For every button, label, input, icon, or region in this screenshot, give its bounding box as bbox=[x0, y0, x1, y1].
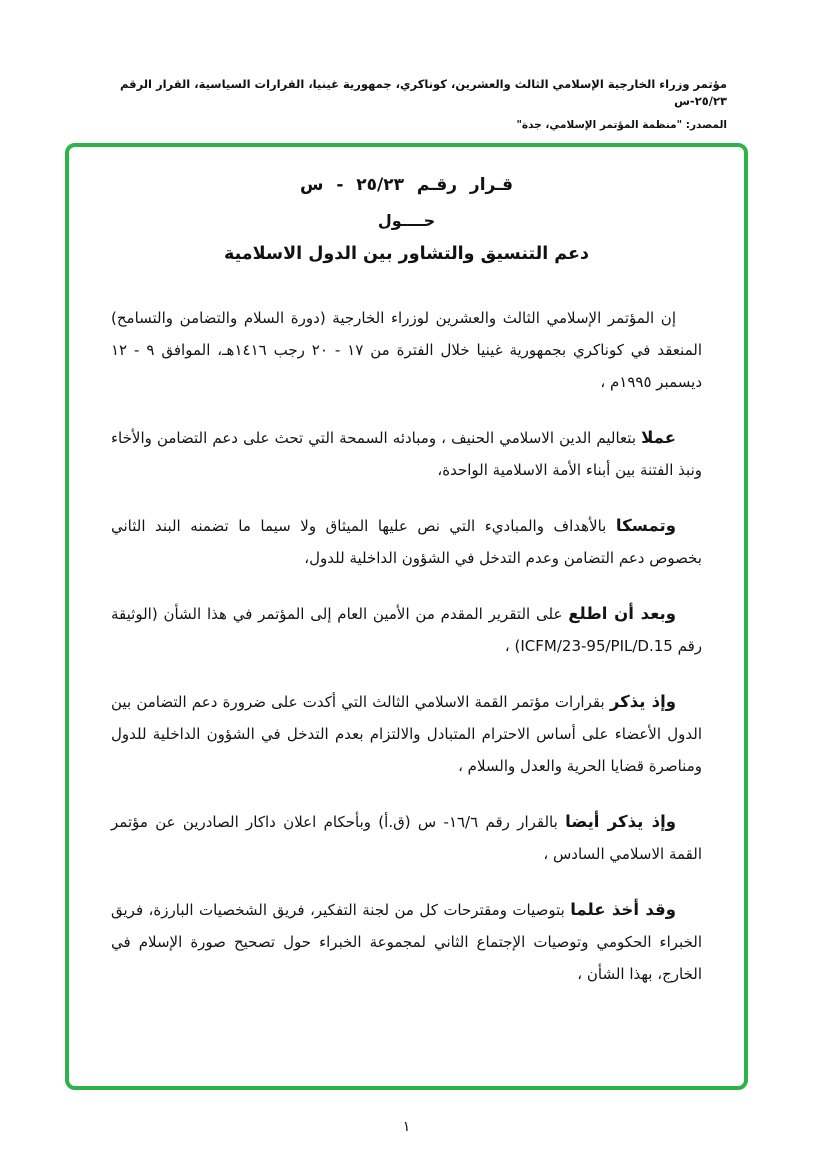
paragraph-text: بتوصيات ومقترحات كل من لجنة التفكير، فريق الشخصيات البارزة، فريق الخبراء الحكومي وتوصيات الإجتماع الثاني لمجموعة الخبراء حول تصحيح صورة الإسلام في الخارج، بهذا الشأن ، bbox=[111, 901, 702, 983]
paragraph-text: على التقرير المقدم من الأمين العام إلى المؤتمر في هذا الشأن (الوثيقة رقم ICFM/23-95/PIL/D.15) ، bbox=[111, 605, 702, 655]
resolution-paragraph-recalling-also bbox=[111, 806, 702, 870]
paragraph-text: بالأهداف والمباديء التي نص عليها الميثاق ولا سيما ما تضمنه البند الثاني بخصوص دعم التضامن وعدم التدخل في الشؤون الداخلية للدول، bbox=[111, 517, 702, 567]
paragraph-text: بقرارات مؤتمر القمة الاسلامي الثالث التي أكدت على ضرورة دعم التضامن بين الدول الأعضاء على أساس الاحترام المتبادل والالتزام بعدم التدخل في الشؤون الداخلية للدول ومناصرة قضايا الحرية والعدل والسلام ، bbox=[111, 693, 702, 775]
paragraph-lead: وتمسكا bbox=[615, 516, 676, 535]
paragraph-text: إن المؤتمر الإسلامي الثالث والعشرين لوزراء الخارجية (دورة السلام والتضامن والتسامح) المنعقد في كوناكري بجمهورية غينيا خلال الفترة من ١٧ - ٢٠ رجب ١٤١٦هـ، الموافق ٩ - ١٢ ديسمبر ١٩٩٥م ، bbox=[111, 309, 702, 391]
resolution-number-title: قـرار رقـم ٢٥/٢٣ - س bbox=[299, 175, 514, 195]
resolution-paragraph-adhering bbox=[111, 510, 702, 574]
paragraph-lead: وقد أخذ علما bbox=[570, 900, 676, 919]
resolution-subject-title: دعم التنسيق والتشاور بين الدول الاسلامية bbox=[224, 244, 589, 264]
paragraph-lead: وإذ يذكر أيضا bbox=[565, 812, 676, 831]
paragraph-text: بتعاليم الدين الاسلامي الحنيف ، ومبادئه السمحة التي تحث على دعم التضامن والأخاء ونبذ الفتنة بين أبناء الأمة الاسلامية الواحدة، bbox=[111, 429, 702, 479]
citation-header bbox=[86, 76, 727, 133]
resolution-paragraph-acting bbox=[111, 422, 702, 486]
page-number: ١ bbox=[402, 1119, 411, 1135]
resolution-body bbox=[111, 302, 702, 990]
resolution-paragraph-noting bbox=[111, 894, 702, 990]
source-line: المصدر: "منظمة المؤتمر الإسلامي، جدة" bbox=[516, 118, 727, 131]
resolution-paragraph-preamble bbox=[111, 302, 702, 398]
concerning-label: حــــول bbox=[377, 211, 436, 230]
paragraph-lead: عملا bbox=[641, 428, 676, 447]
resolution-box bbox=[65, 143, 748, 1090]
paragraph-lead: وإذ يذكر bbox=[609, 692, 676, 711]
paragraph-lead: وبعد أن اطلع bbox=[568, 604, 676, 623]
resolution-paragraph-report bbox=[111, 598, 702, 662]
resolution-paragraph-recalling bbox=[111, 686, 702, 782]
paragraph-text: بالقرار رقم ١٦/٦- س (ق.أ) وبأحكام اعلان داكار الصادرين عن مؤتمر القمة الاسلامي السادس ، bbox=[111, 813, 702, 863]
citation-line: مؤتمر وزراء الخارجية الإسلامي الثالث والعشرين، كوناكري، جمهورية غينيا، القرارات السياسية، القرار الرقم ٢٥/٢٣-س bbox=[120, 77, 727, 109]
